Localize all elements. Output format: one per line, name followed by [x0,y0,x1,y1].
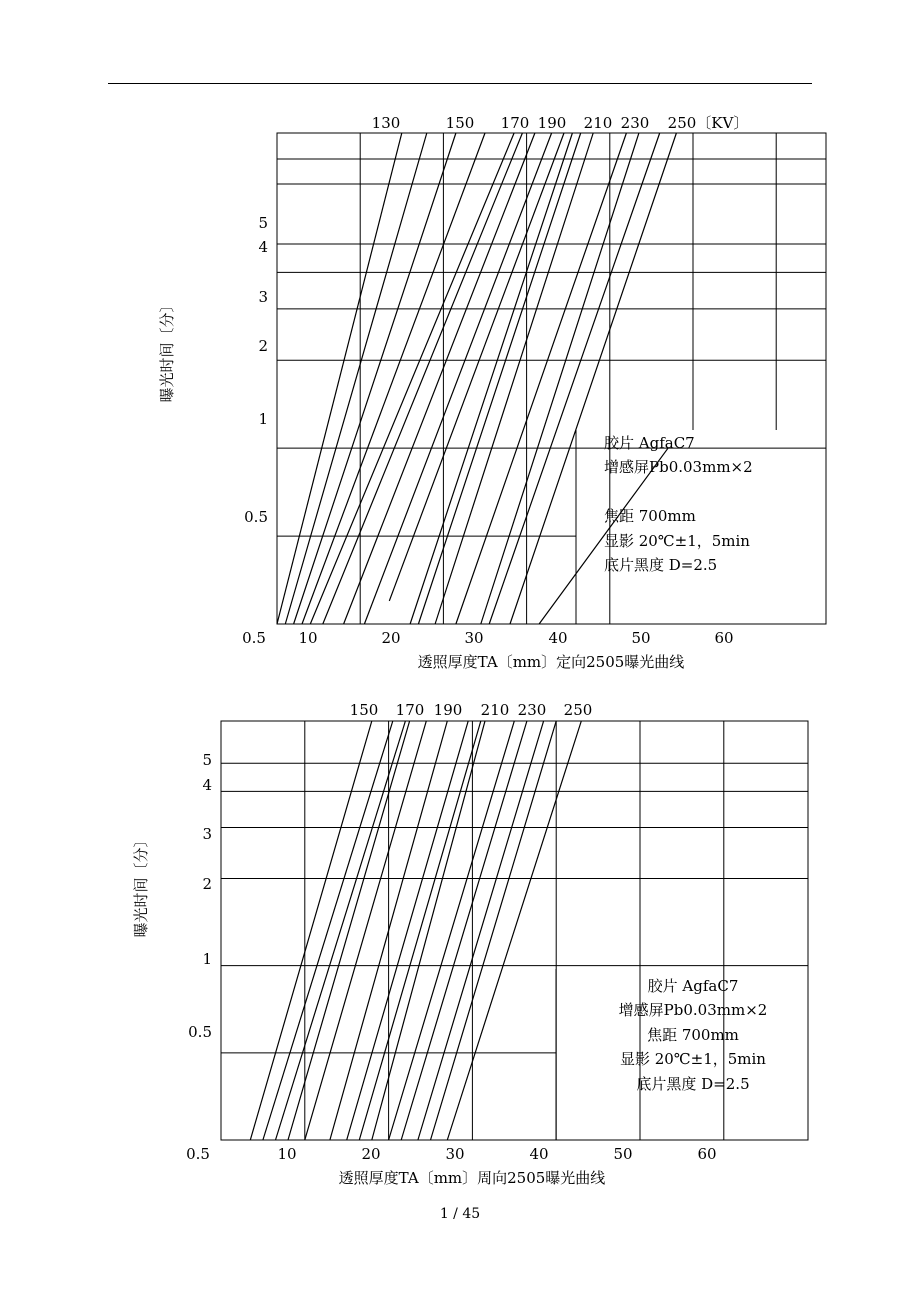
header-rule [108,83,812,84]
kv-label: 250 [563,701,593,719]
kv-label: 250〔KV〕 [667,114,749,132]
kv-label: 190 [433,701,463,719]
kv-label: 170 [395,701,425,719]
x-tick-label: 10 [298,629,318,647]
y-axis-label: 曝光时间〔分〕 [158,297,176,403]
chart-note: 胶片 AgfaC7 [604,434,695,452]
x-tick-label: 20 [361,1145,381,1163]
kv-label: 230 [620,114,650,132]
y-tick-label: 3 [258,288,268,306]
exposure-curve [263,721,393,1140]
exposure-chart-directional [0,100,920,680]
x-tick-label: 50 [631,629,651,647]
chart-note: 增感屏Pb0.03mm×2 [618,1001,768,1019]
chart-title: 透照厚度TA〔mm〕定向2505曝光曲线 [417,653,685,671]
exposure-curve [418,721,544,1140]
exposure-curve [418,133,580,624]
y-tick-label: 4 [258,238,268,256]
x-tick-label: 50 [613,1145,633,1163]
kv-label: 130 [371,114,401,132]
y-tick-label: 1 [258,410,268,428]
chart-title: 透照厚度TA〔mm〕周向2505曝光曲线 [338,1169,606,1187]
exposure-curve [410,133,572,624]
chart-note: 底片黑度 D=2.5 [636,1075,750,1093]
exposure-curve [310,133,514,624]
x-tick-label: 20 [381,629,401,647]
x-tick-label: 40 [529,1145,549,1163]
y-tick-label: 5 [258,214,268,232]
exposure-curve [294,133,456,624]
x-tick-label: 30 [445,1145,465,1163]
y-tick-label: 3 [202,825,212,843]
chart-note: 增感屏Pb0.03mm×2 [604,458,753,476]
x-tick-label: 0.5 [242,629,266,647]
exposure-chart-circumferential [0,690,920,1200]
y-tick-label: 4 [202,776,212,794]
page-number: 1 / 45 [439,1206,481,1222]
kv-label: 210 [480,701,510,719]
kv-label: 190 [537,114,567,132]
exposure-curves [277,133,676,624]
y-tick-label: 2 [258,337,268,355]
plot-frame [277,133,826,624]
exposure-curve [456,133,627,624]
chart-note: 显影 20℃±1，5min [604,532,750,550]
kv-label: 150 [445,114,475,132]
exposure-curve [389,133,564,601]
kv-label: 150 [349,701,379,719]
y-tick-label: 5 [202,751,212,769]
x-tick-label: 10 [277,1145,297,1163]
exposure-curve [288,721,410,1140]
x-tick-label: 30 [464,629,484,647]
kv-label: 170 [500,114,530,132]
y-tick-label: 0.5 [244,508,268,526]
x-tick-label: 60 [714,629,734,647]
x-tick-label: 60 [697,1145,717,1163]
exposure-curve [344,133,535,624]
y-tick-label: 2 [202,875,212,893]
y-axis-label: 曝光时间〔分〕 [132,832,150,938]
chart-note: 焦距 700mm [647,1026,739,1044]
exposure-curve [323,133,523,624]
grid [277,133,826,624]
kv-label: 230 [517,701,547,719]
chart-note: 焦距 700mm [604,507,696,525]
chart-note: 胶片 AgfaC7 [647,977,739,995]
y-tick-label: 0.5 [188,1023,212,1041]
x-tick-label: 40 [548,629,568,647]
exposure-curves [250,721,581,1140]
chart-note: 显影 20℃±1，5min [620,1050,766,1068]
x-tick-label: 0.5 [186,1145,210,1163]
exposure-curve [277,133,402,624]
exposure-curve [285,133,427,624]
y-tick-label: 1 [202,950,212,968]
exposure-curve [481,133,639,624]
exposure-curve [250,721,371,1140]
chart-note: 底片黑度 D=2.5 [604,556,718,574]
kv-label: 210 [583,114,613,132]
exposure-curve [276,721,406,1140]
